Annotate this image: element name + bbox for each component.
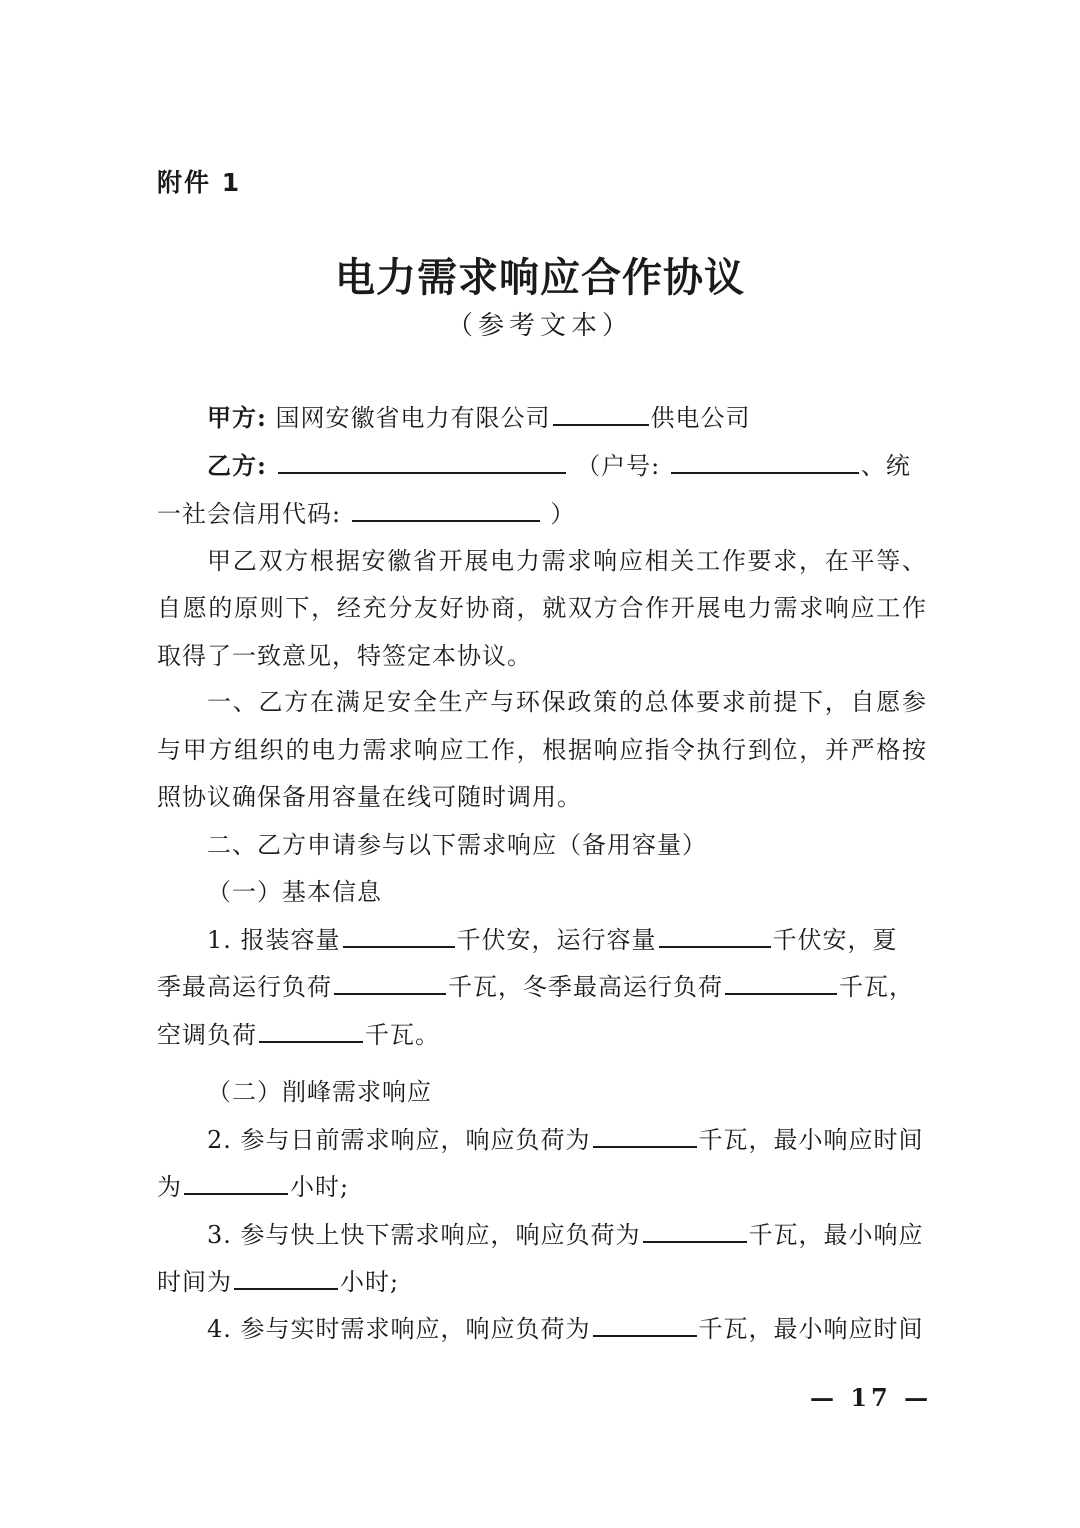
- item2-time-label: 千瓦，最小响应时间: [698, 1126, 924, 1154]
- item1-line-3: [157, 1019, 927, 1051]
- item1-line-1: [207, 924, 927, 956]
- item1-winter-label: 千瓦，冬季最高运行负荷: [448, 973, 723, 1001]
- item2-line-2: [157, 1171, 927, 1203]
- clause1-line-3: 照协议确保备用容量在线可随时调用。: [157, 783, 582, 811]
- item1-ac-label: 空调负荷: [157, 1021, 257, 1049]
- section-peak-shaving: （二）削峰需求响应: [207, 1078, 432, 1106]
- item3-line-2: [157, 1266, 927, 1298]
- item1-summer-label: 季最高运行负荷: [157, 973, 332, 1001]
- intro-line-3: 取得了一致意见，特签定本协议。: [157, 642, 532, 670]
- item3-time-prefix: 时间为: [157, 1268, 232, 1296]
- item1-ac-unit: 千瓦。: [365, 1021, 440, 1049]
- party-a-suffix: 供电公司: [650, 404, 751, 432]
- item1-ac-blank: [259, 1019, 363, 1043]
- party-b-name-blank: [278, 450, 566, 474]
- item1-running-blank: [659, 924, 771, 948]
- party-a-label: 甲方:: [207, 403, 267, 432]
- party-b-line: [207, 450, 927, 482]
- item2-time-blank: [184, 1171, 288, 1195]
- item2-wei: 为: [157, 1173, 182, 1201]
- party-a-line: [207, 402, 927, 434]
- item2-hour: 小时;: [290, 1173, 350, 1201]
- party-b-account-label: （户号:: [576, 452, 661, 480]
- intro-line-1: 甲乙双方根据安徽省开展电力需求响应相关工作要求，在平等、: [207, 547, 927, 575]
- item2-line-1: [207, 1124, 977, 1156]
- item4-line-1: [207, 1313, 977, 1345]
- credit-code-blank: [352, 498, 540, 522]
- item1-winter-blank: [725, 971, 837, 995]
- clause2-heading: 二、乙方申请参与以下需求响应（备用容量）: [207, 831, 707, 859]
- party-b-tail: 、统: [860, 452, 911, 480]
- item1-installed-blank: [343, 924, 455, 948]
- item2-load-blank: [593, 1124, 697, 1148]
- item3-line-1: [207, 1219, 977, 1251]
- clause1-line-1: 一、乙方在满足安全生产与环保政策的总体要求前提下，自愿参: [207, 688, 927, 716]
- item1-line-2: [157, 971, 927, 1003]
- item4-label: 4. 参与实时需求响应，响应负荷为: [207, 1315, 591, 1343]
- item1-running-label: 千伏安，运行容量: [456, 926, 657, 954]
- item4-time-label: 千瓦，最小响应时间: [698, 1315, 924, 1343]
- item3-load-blank: [643, 1219, 747, 1243]
- clause1-line-2: 与甲方组织的电力需求响应工作，根据响应指令执行到位，并严格按: [157, 736, 927, 764]
- section-basic-info: （一）基本信息: [207, 878, 382, 906]
- item3-hour: 小时;: [340, 1268, 400, 1296]
- party-a-company: 国网安徽省电力有限公司: [275, 404, 551, 432]
- item1-summer-prefix: 千伏安，夏: [772, 926, 898, 954]
- credit-code-close: ）: [550, 500, 576, 528]
- credit-code-label: 一社会信用代码:: [157, 500, 342, 528]
- intro-line-2: 自愿的原则下，经充分友好协商，就双方合作开展电力需求响应工作: [157, 594, 927, 622]
- party-b-credit-line: [157, 498, 927, 530]
- document-title: 电力需求响应合作协议: [335, 254, 745, 301]
- item3-time-blank: [234, 1266, 338, 1290]
- item1-capacity-label: 1. 报装容量: [207, 926, 341, 954]
- item3-label: 3. 参与快上快下需求响应，响应负荷为: [207, 1221, 641, 1249]
- item3-time-label: 千瓦，最小响应: [748, 1221, 924, 1249]
- item1-winter-unit: 千瓦，: [839, 973, 914, 1001]
- party-b-account-blank: [671, 450, 859, 474]
- page-number: — 17 —: [810, 1383, 933, 1412]
- party-a-blank: [553, 402, 649, 426]
- item2-label: 2. 参与日前需求响应，响应负荷为: [207, 1126, 591, 1154]
- attachment-label: 附件 1: [157, 168, 242, 197]
- party-b-label: 乙方:: [207, 451, 267, 480]
- item4-load-blank: [593, 1313, 697, 1337]
- item1-summer-blank: [334, 971, 446, 995]
- document-subtitle: （参考文本）: [446, 311, 633, 341]
